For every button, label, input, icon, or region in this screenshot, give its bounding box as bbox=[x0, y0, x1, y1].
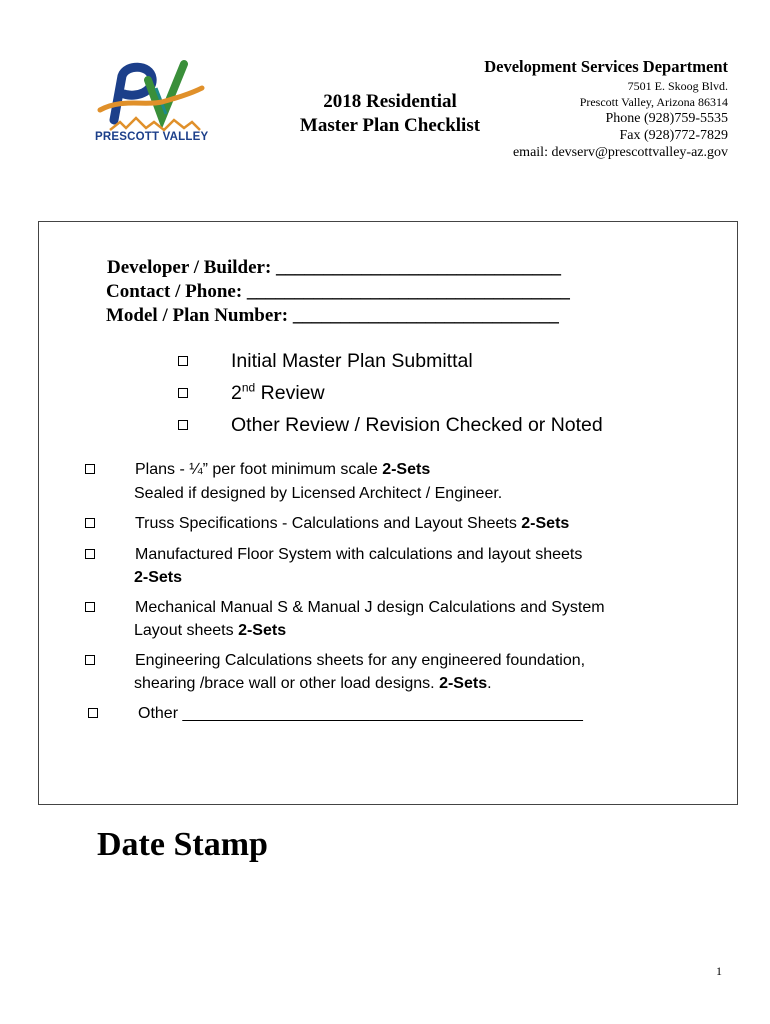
review-second-label: 2nd Review bbox=[231, 380, 325, 404]
review-other-label: Other Review / Revision Checked or Noted bbox=[231, 414, 603, 436]
item-truss-text: Truss Specifications - Calculations and Layout Sheets 2-Sets bbox=[135, 515, 570, 532]
item-floor-checkbox[interactable] bbox=[85, 549, 95, 559]
item-other-text[interactable]: Other _____________________________________________ bbox=[138, 705, 583, 722]
logo-wordmark: PRESCOTT VALLEY bbox=[95, 131, 209, 143]
item-engineering-checkbox[interactable] bbox=[85, 655, 95, 665]
item-mechanical-text: Mechanical Manual S & Manual J design Calculations and System bbox=[135, 599, 605, 616]
department-name: Development Services Department bbox=[484, 57, 728, 76]
review-initial-label: Initial Master Plan Submittal bbox=[231, 350, 473, 372]
item-plans-checkbox[interactable] bbox=[85, 464, 95, 474]
model-plan-number-field[interactable]: Model / Plan Number: ____________________________ bbox=[106, 305, 559, 326]
item-engineering-text: Engineering Calculations sheets for any engineered foundation, bbox=[135, 652, 586, 669]
fax-number: Fax (928)772-7829 bbox=[619, 128, 728, 143]
item-floor-sets: 2-Sets bbox=[134, 569, 183, 586]
contact-block bbox=[484, 56, 728, 161]
item-floor-text: Manufactured Floor System with calculations and layout sheets bbox=[135, 546, 583, 563]
item-engineering-text-2: shearing /brace wall or other load designs. 2-Sets. bbox=[134, 675, 492, 692]
review-initial-checkbox[interactable] bbox=[178, 356, 188, 366]
item-truss-checkbox[interactable] bbox=[85, 518, 95, 528]
email-address: email: devserv@prescottvalley-az.gov bbox=[512, 145, 728, 160]
item-mechanical-checkbox[interactable] bbox=[85, 602, 95, 612]
review-second-checkbox[interactable] bbox=[178, 388, 188, 398]
title-line-2: Master Plan Checklist bbox=[299, 115, 481, 136]
page-number: 1 bbox=[716, 964, 722, 978]
address-line-2: Prescott Valley, Arizona 86314 bbox=[579, 95, 728, 109]
phone-number: Phone (928)759-5535 bbox=[605, 111, 728, 126]
title-line-1: 2018 Residential bbox=[323, 91, 457, 112]
contact-phone-field[interactable]: Contact / Phone: __________________________________ bbox=[106, 281, 570, 302]
document-title bbox=[270, 90, 510, 138]
item-mechanical-text-2: Layout sheets 2-Sets bbox=[134, 622, 287, 639]
address-line-1: 7501 E. Skoog Blvd. bbox=[627, 79, 728, 93]
item-other-checkbox[interactable] bbox=[88, 708, 98, 718]
date-stamp-heading: Date Stamp bbox=[97, 826, 268, 863]
item-plans-text: Plans - ¼” per foot minimum scale 2-Sets bbox=[135, 461, 431, 478]
review-other-checkbox[interactable] bbox=[178, 420, 188, 430]
item-plans-text-2: Sealed if designed by Licensed Architect / Engineer. bbox=[134, 485, 503, 502]
developer-builder-field[interactable]: Developer / Builder: ______________________________ bbox=[107, 257, 562, 278]
